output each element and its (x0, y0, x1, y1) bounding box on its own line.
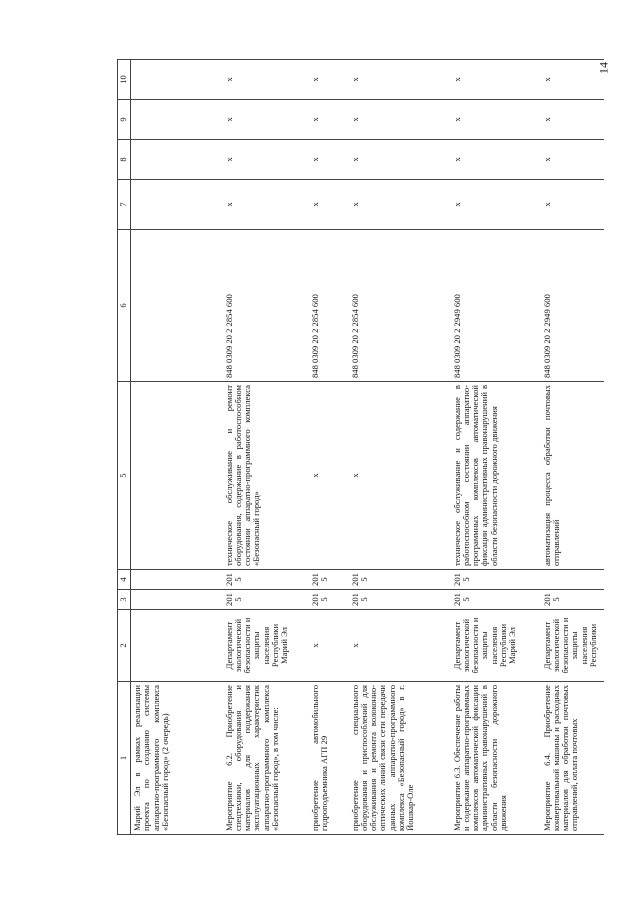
cell-col10: x (541, 60, 605, 100)
cell-description: x (309, 382, 349, 570)
cell-end-year: 2015 (309, 570, 349, 590)
cell-col10: x (349, 60, 451, 100)
column-header-2: 2 (118, 610, 131, 682)
cell-responsible (131, 610, 223, 682)
table-row (349, 60, 451, 835)
cell-col9: x (451, 100, 541, 140)
cell-measure: Мероприятие 6.2. Приобретение спецтехники, оборудования и материалов для поддержания эксплуатационных характеристик аппаратно-программного комплекса «Безопасный город», в том числе: (223, 682, 309, 835)
measures-table (117, 59, 604, 835)
cell-col7: x (451, 180, 541, 230)
cell-col7: x (349, 180, 451, 230)
cell-description: техническое обслуживание и содержание в работоспособном состоянии аппаратно-программных комплексов автоматической фиксации административных правонарушений в области безопасности дорожного движения (451, 382, 541, 570)
cell-col8 (131, 140, 223, 180)
cell-col10: x (451, 60, 541, 100)
column-header-9: 9 (118, 100, 131, 140)
cell-end-year (541, 570, 605, 590)
cell-budget-code: 848 0309 20 2 2854 600 (223, 230, 309, 382)
cell-end-year: 2015 (349, 570, 451, 590)
cell-responsible: Департамент экологической безопасности и защиты населения Республики Марий Эл (223, 610, 309, 682)
cell-measure: Мероприятие 6.4. Приобретение конвертовальной машины и расходных материалов для обработки почтовых отправлений, оплата почтовых (541, 682, 605, 835)
cell-col7: x (309, 180, 349, 230)
column-header-4: 4 (118, 570, 131, 590)
cell-col8: x (451, 140, 541, 180)
table-row (451, 60, 541, 835)
cell-end-year: 2015 (223, 570, 309, 590)
cell-description: x (349, 382, 451, 570)
cell-col9: x (541, 100, 605, 140)
cell-description: автоматизация процесса обработки почтовых отправлений (541, 382, 605, 570)
cell-responsible: Департамент экологической безопасности и защиты населения Республики Марий Эл (451, 610, 541, 682)
cell-col7: x (541, 180, 605, 230)
cell-end-year (131, 570, 223, 590)
cell-end-year: 2015 (451, 570, 541, 590)
cell-measure: приобретение автомобильного гидроподъемника АГП 29 (309, 682, 349, 835)
cell-col9: x (349, 100, 451, 140)
table-row (223, 60, 309, 835)
cell-start-year: 2015 (349, 590, 451, 610)
cell-description (131, 382, 223, 570)
cell-description: техническое обслуживание и ремонт оборудования, содержание в работоспособном состоянии аппаратно-программного комплекса «Безопасный город» (223, 382, 309, 570)
cell-start-year: 2015 (309, 590, 349, 610)
cell-budget-code: 848 0309 20 2 2854 600 (349, 230, 451, 382)
column-header-5: 5 (118, 382, 131, 570)
cell-col10: x (223, 60, 309, 100)
cell-measure: Марий Эл в рамках реализации проекта по созданию системы аппаратно-программного комплекса «Безопасный город» (2 очередь) (131, 682, 223, 835)
cell-measure: Мероприятие 6.3. Обеспечение работы и содержание аппаратно-программных комплексов автоматической фиксации административных правонарушений в области безопасности дорожного движения (451, 682, 541, 835)
cell-budget-code: 848 0309 20 2 2949 600 (451, 230, 541, 382)
table-row (131, 60, 223, 835)
cell-col8: x (349, 140, 451, 180)
cell-measure: приобретение специального оборудования и приспособлений для обслуживания и ремонта волоконно-оптических линий связи сети передачи данных аппаратно-программного комплекса «Безопасный город» в г. Йошкар-Оле (349, 682, 451, 835)
table-row (309, 60, 349, 835)
table-header-row (118, 60, 131, 835)
table-row (541, 60, 605, 835)
cell-start-year (131, 590, 223, 610)
cell-col7: x (223, 180, 309, 230)
column-header-1: 1 (118, 682, 131, 835)
cell-col9 (131, 100, 223, 140)
column-header-8: 8 (118, 140, 131, 180)
cell-start-year: 2015 (541, 590, 605, 610)
cell-budget-code (131, 230, 223, 382)
page-number: 14 (596, 62, 611, 74)
column-header-7: 7 (118, 180, 131, 230)
cell-start-year: 2015 (451, 590, 541, 610)
cell-col7 (131, 180, 223, 230)
cell-col8: x (541, 140, 605, 180)
cell-responsible: x (309, 610, 349, 682)
cell-budget-code: 848 0309 20 2 2854 600 (309, 230, 349, 382)
cell-col10 (131, 60, 223, 100)
cell-col9: x (223, 100, 309, 140)
cell-budget-code: 848 0309 20 2 2949 600 (541, 230, 605, 382)
cell-col10: x (309, 60, 349, 100)
cell-responsible: Департамент экологической безопасности и защиты населения Республики (541, 610, 605, 682)
cell-col8: x (223, 140, 309, 180)
rotated-table-container (117, 60, 598, 835)
cell-col8: x (309, 140, 349, 180)
column-header-6: 6 (118, 230, 131, 382)
cell-responsible: x (349, 610, 451, 682)
column-header-10: 10 (118, 60, 131, 100)
column-header-3: 3 (118, 590, 131, 610)
cell-col9: x (309, 100, 349, 140)
cell-start-year: 2015 (223, 590, 309, 610)
